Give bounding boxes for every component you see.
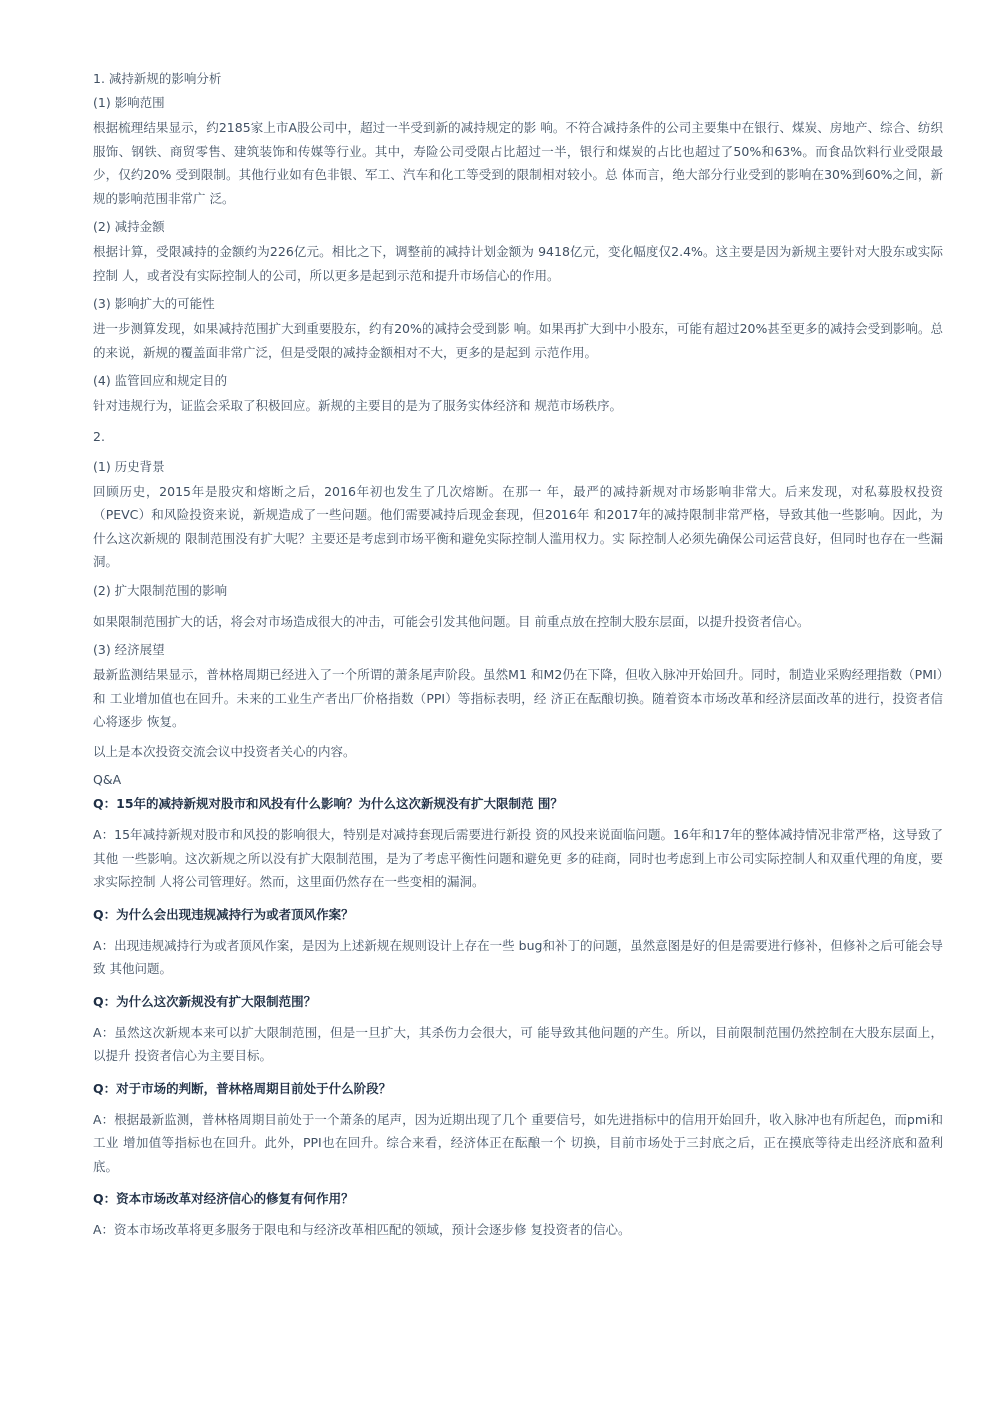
section-2-paragraph-impact: 如果限制范围扩大的话，将会对市场造成很大的冲击，可能会引发其他问题。目 前重点放在控制大股东层面，以提升投资者信心。	[93, 613, 810, 629]
qa-question: Q：对于市场的判断，普林格周期目前处于什么阶段？	[93, 1080, 392, 1096]
section-2-subheading-history: (1) 历史背景	[93, 458, 165, 474]
section-2-paragraph-outlook: 最新监测结果显示，普林格周期已经进入了一个所谓的萧条尾声阶段。虽然M1 和M2仍在下降，但收入脉冲开始回升。同时，制造业采购经理指数（PMI）和 工业增加值也在回升。未来的工业生产者出厂价格指数（PPI）等指标表明，经 济正在酝酿切换。随着资本市场改革和经济层面改革的进行，投资者信心将逐步 恢复。	[93, 667, 943, 729]
qa-heading: Q&A	[93, 772, 122, 787]
qa-answer: A：15年减持新规对股市和风投的影响很大，特别是对减持套现后需要进行新投 资的风投来说面临问题。16年和17年的整体减持情况非常严格，这导致了其他 一些影响。这次新规之所以没有扩大限制范围，是为了考虑平衡性问题和避免更 多的硅商，同时也考虑到上市公司实际控制人和双重代理的角度，要求实际控制 人将公司管理好。然而，这里面仍然存在一些变相的漏洞。	[93, 827, 943, 889]
section-1-subheading-expansion: (3) 影响扩大的可能性	[93, 296, 215, 311]
qa-answer: A：出现违规减持行为或者顶风作案，是因为上述新规在规则设计上存在一些 bug和补丁的问题，虽然意图是好的但是需要进行修补，但修补之后可能会导致 其他问题。	[93, 937, 943, 976]
section-1-subheading-scope: (1) 影响范围	[93, 95, 165, 110]
section-1-heading: 1. 减持新规的影响分析	[93, 71, 222, 86]
qa-question: Q：资本市场改革对经济信心的修复有何作用？	[93, 1191, 354, 1206]
qa-answer: A：根据最新监测，普林格周期目前处于一个萧条的尾声，因为近期出现了几个 重要信号，如先进指标中的信用开始回升，收入脉冲也有所起色，而pmi和工业 增加值等指标也在回升。此外，PPI也在回升。综合来看，经济体正在酝酿一个 切换，目前市场处于三封底之后，正在摸底等待走出经济底和盈利底。	[93, 1111, 943, 1174]
section-2-heading: 2.	[93, 428, 105, 444]
section-1-subheading-regulation: (4) 监管回应和规定目的	[93, 373, 228, 388]
section-2-subheading-outlook: (3) 经济展望	[93, 642, 165, 657]
qa-answer: A：资本市场改革将更多服务于限电和与经济改革相匹配的领域，预计会逐步修 复投资者的信心。	[93, 1222, 631, 1237]
document-page	[93, 68, 943, 1252]
closing-paragraph: 以上是本次投资交流会议中投资者关心的内容。	[93, 743, 356, 759]
qa-answer: A：虽然这次新规本来可以扩大限制范围，但是一旦扩大，其杀伤力会很大，可 能导致其他问题的产生。所以，目前限制范围仍然控制在大股东层面上，以提升 投资者信心为主要目标。	[93, 1024, 943, 1063]
section-1-paragraph-regulation: 针对违规行为，证监会采取了积极回应。新规的主要目的是为了服务实体经济和 规范市场秩序。	[93, 398, 622, 413]
qa-question: Q：为什么会出现违规减持行为或者顶风作案？	[93, 906, 354, 922]
section-1-paragraph-expansion: 进一步测算发现，如果减持范围扩大到重要股东，约有20%的减持会受到影 响。如果再扩大到中小股东，可能有超过20%甚至更多的减持会受到影响。总 的来说，新规的覆盖面非常广泛，但是受限的减持金额相对不大，更多的是起到 示范作用。	[93, 321, 943, 360]
qa-question: Q：为什么这次新规没有扩大限制范围？	[93, 993, 317, 1009]
section-1-paragraph-amount: 根据计算，受限减持的金额约为226亿元。相比之下，调整前的减持计划金额为 9418亿元，变化幅度仅2.4%。这主要是因为新规主要针对大股东或实际控制 人，或者没有实际控制人的公司，所以更多是起到示范和提升市场信心的作用。	[93, 244, 943, 283]
section-2-subheading-impact: (2) 扩大限制范围的影响	[93, 582, 228, 598]
section-1-subheading-amount: (2) 减持金额	[93, 219, 165, 234]
qa-question: Q：15年的减持新规对股市和风投有什么影响？为什么这次新规没有扩大限制范 围？	[93, 796, 563, 811]
section-2-paragraph-history: 回顾历史，2015年是股灾和熔断之后，2016年初也发生了几次熔断。在那一 年，最严的减持新规对市场影响非常大。后来发现，对私募股权投资（PEVC）和风险投资来说，新规造成了一些问题。他们需要减持后现金套现，但2016年 和2017年的减持限制非常严格，导致其他一些影响。因此，为什么这次新规的 限制范围没有扩大呢？主要还是考虑到市场平衡和避免实际控制人滥用权力。实 际控制人必须先确保公司运营良好，但同时也存在一些漏洞。	[93, 483, 943, 569]
section-1-paragraph-scope: 根据梳理结果显示，约2185家上市A股公司中，超过一半受到新的减持规定的影 响。不符合减持条件的公司主要集中在银行、煤炭、房地产、综合、纺织服饰、钢铁、商贸零售、建筑装饰和传媒等行业。其中，寿险公司受限占比超过一半，银行和煤炭的占比也超过了50%和63%。而食品饮料行业受限最少，仅约20% 受到限制。其他行业如有色非银、军工、汽车和化工等受到的限制相对较小。总 体而言，绝大部分行业受到的影响在30%到60%之间，新规的影响范围非常广 泛。	[93, 120, 943, 206]
